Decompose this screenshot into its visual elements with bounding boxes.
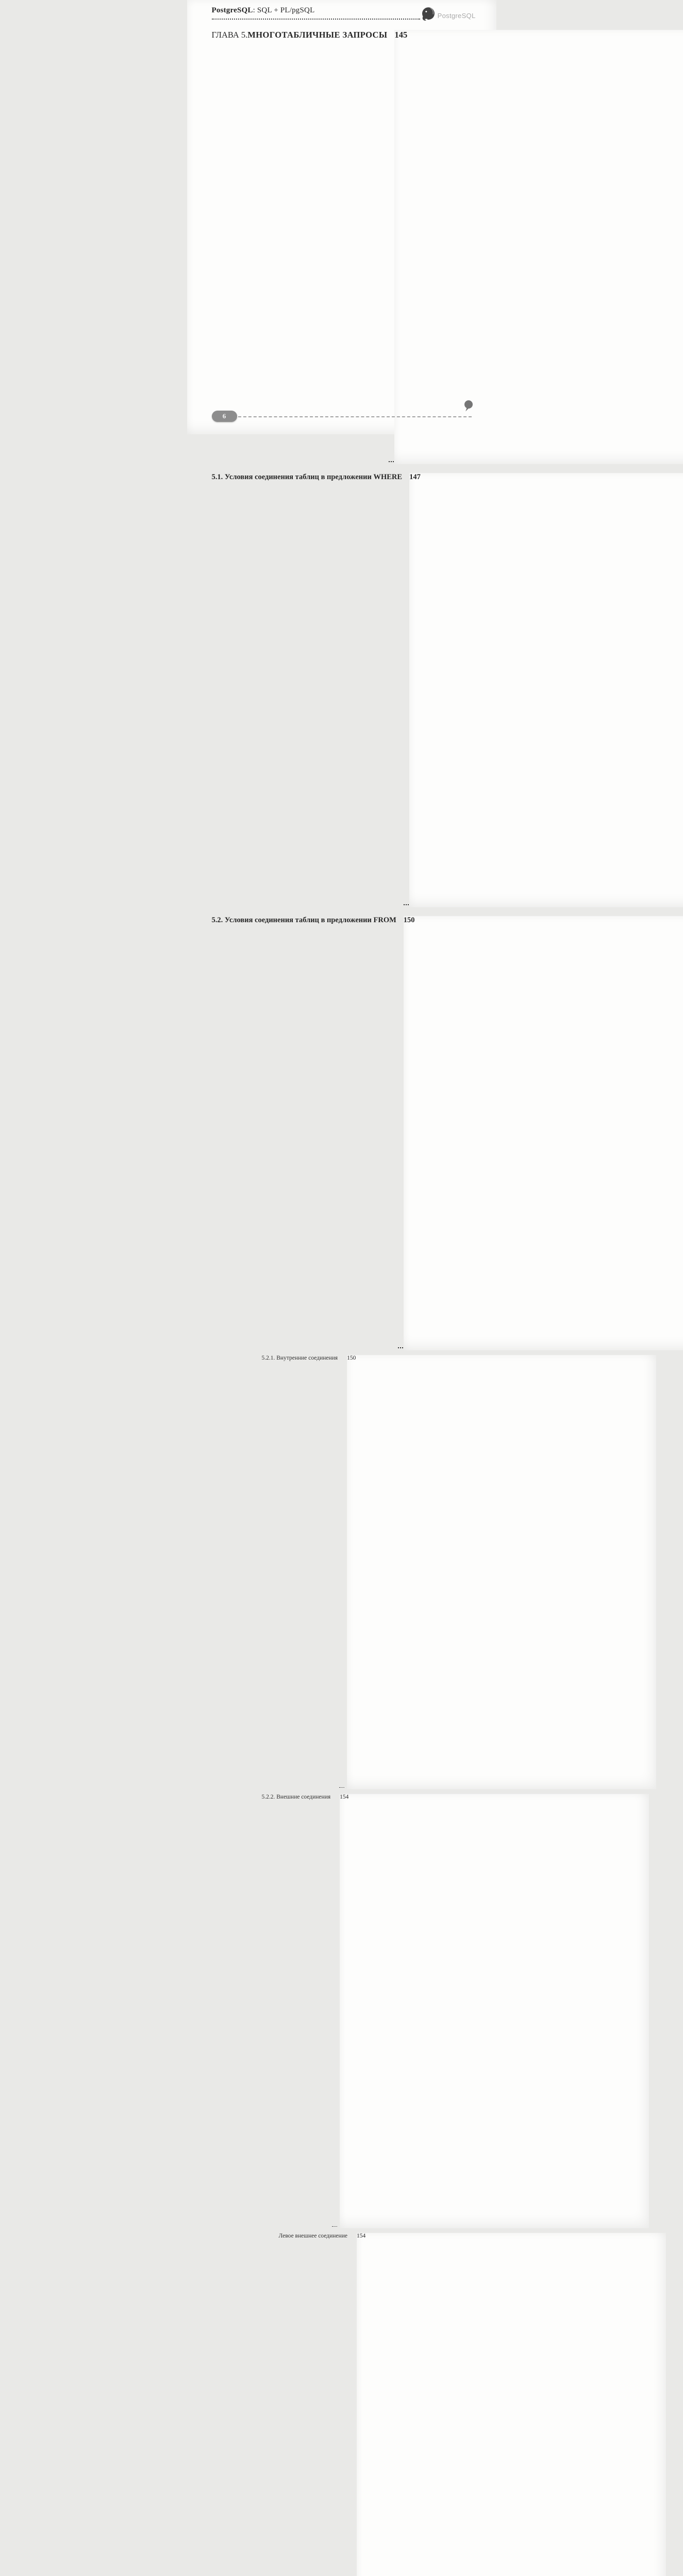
balloon-marker-icon (462, 400, 474, 416)
toc-entry-title: 5.2.1. Внутренние соединения (261, 1355, 338, 1361)
elephant-icon (420, 6, 437, 25)
running-head-bold: PostgreSQL (211, 6, 253, 14)
toc-entry-prefix: ГЛАВА 5. (211, 30, 248, 40)
toc-row (212, 916, 472, 1350)
page-number: 6 (222, 412, 226, 420)
leader-dots (332, 2226, 337, 2227)
toc-entry-title: Левое внешнее соединение (278, 2233, 347, 2239)
toc-row (262, 1355, 472, 1789)
toc-row (212, 30, 472, 464)
page-header (212, 6, 476, 27)
toc-entry-title: 5.2. Условия соединения таблиц в предложении FROM (211, 916, 396, 924)
leader-dots (404, 904, 409, 905)
toc-entry-page: 150 (404, 916, 683, 1350)
header-dotted-rule (212, 19, 420, 20)
toc-entry-page: 154 (340, 1794, 649, 2228)
toc-entry-page: 154 (357, 2233, 666, 2576)
book-page (187, 0, 496, 2239)
leader-dots (339, 1787, 344, 1788)
toc-row (279, 2233, 472, 2576)
footer-dashed-rule (238, 416, 472, 417)
leader-dots (389, 461, 394, 462)
toc-entry-title: 5.1. Условия соединения таблиц в предложении WHERE (211, 473, 403, 481)
toc-entry-page: 147 (409, 473, 683, 907)
page-number-badge (212, 411, 237, 422)
running-head-rest: : SQL + PL/pgSQL (253, 6, 315, 14)
toc-entry-title: 5.2.2. Внешние соединения (261, 1794, 331, 1800)
toc-entry-page: 150 (347, 1355, 656, 1789)
postgresql-logo (420, 6, 476, 25)
toc-row (212, 473, 472, 907)
leader-dots (398, 1347, 403, 1348)
toc-entry-title: МНОГОТАБЛИЧНЫЕ ЗАПРОСЫ (247, 30, 388, 40)
logo-wordmark: PostgreSQL (437, 12, 476, 20)
toc (212, 26, 472, 2576)
toc-entry-page: 145 (394, 30, 683, 464)
toc-row (262, 1794, 472, 2228)
